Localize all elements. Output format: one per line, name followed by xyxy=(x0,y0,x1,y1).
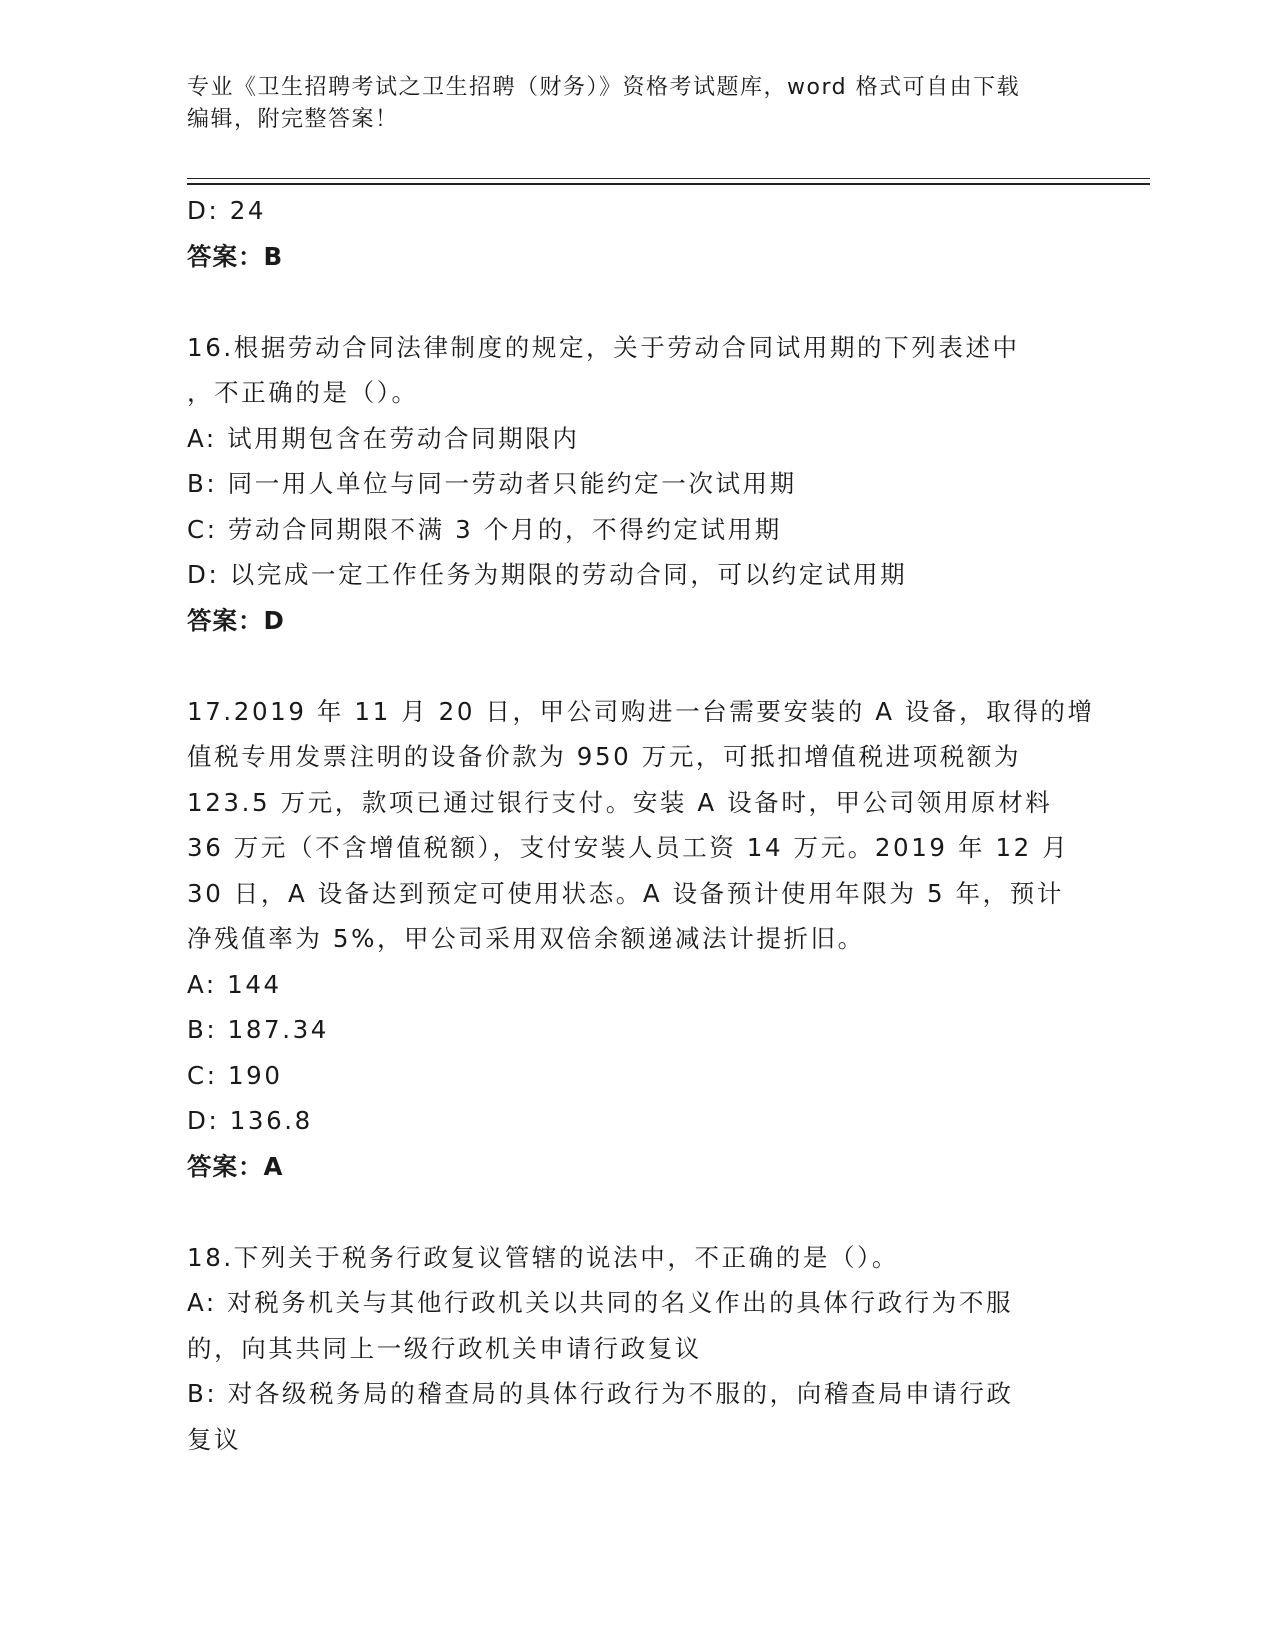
question-stem: 18.下列关于税务行政复议管辖的说法中，不正确的是（）。 xyxy=(187,1242,900,1272)
question-spacer xyxy=(187,279,1087,325)
answer-label: 答案：A xyxy=(187,1151,284,1181)
question-stem: 16.根据劳动合同法律制度的规定，关于劳动合同试用期的下列表述中 xyxy=(187,332,1020,362)
option-c: C: 190 xyxy=(187,1060,283,1090)
option-a: A: 144 xyxy=(187,969,282,999)
option-c: C: 劳动合同期限不满 3 个月的，不得约定试用期 xyxy=(187,514,782,544)
question-stem: 123.5 万元，款项已通过银行支付。安装 A 设备时，甲公司领用原材料 xyxy=(187,787,1053,817)
header-divider-thick xyxy=(187,183,1150,185)
document-header xyxy=(187,72,1067,136)
option-b: B: 同一用人单位与同一劳动者只能约定一次试用期 xyxy=(187,469,797,498)
question-spacer xyxy=(187,643,1087,689)
option-b: B: 对各级税务局的稽查局的具体行政行为不服的，向稽查局申请行政 xyxy=(187,1379,1014,1408)
question-18 xyxy=(187,1235,1087,1463)
header-line-1: 专业《卫生招聘考试之卫生招聘（财务）》资格考试题库，word 格式可自由下载 xyxy=(187,75,1021,100)
option-a: A: 试用期包含在劳动合同期限内 xyxy=(187,423,580,453)
option-b-continued: 复议 xyxy=(187,1424,242,1454)
question-stem: 36 万元（不含增值税额），支付安装人员工资 14 万元。2019 年 12 月 xyxy=(187,833,1070,862)
question-stem: ，不正确的是（）。 xyxy=(187,378,419,407)
option-b: B: 187.34 xyxy=(187,1015,329,1044)
question-stem: 净残值率为 5%，甲公司采用双倍余额递减法计提折旧。 xyxy=(187,924,865,953)
answer-label: 答案：B xyxy=(187,241,284,271)
question-stem: 17.2019 年 11 月 20 日，甲公司购进一台需要安装的 A 设备，取得的增 xyxy=(187,696,1095,726)
question-spacer xyxy=(187,1189,1087,1235)
header-divider-thin xyxy=(187,178,1150,179)
question-16 xyxy=(187,325,1087,644)
answer-label: 答案：D xyxy=(187,605,285,635)
option-a-continued: 的，向其共同上一级行政机关申请行政复议 xyxy=(187,1333,702,1363)
question-stem: 30 日，A 设备达到预定可使用状态。A 设备预计使用年限为 5 年，预计 xyxy=(187,878,1064,908)
option-a: A: 对税务机关与其他行政机关以共同的名义作出的具体行政行为不服 xyxy=(187,1288,1014,1317)
option-d: D: 以完成一定工作任务为期限的劳动合同，可以约定试用期 xyxy=(187,560,908,589)
question-list xyxy=(187,188,1095,1462)
question-15-tail xyxy=(187,188,1087,279)
header-line-2: 编辑，附完整答案！ xyxy=(187,107,399,132)
question-17 xyxy=(187,689,1095,1190)
question-stem: 值税专用发票注明的设备价款为 950 万元，可抵扣增值税进项税额为 xyxy=(187,742,1022,771)
option-d: D: 24 xyxy=(187,196,267,225)
option-d: D: 136.8 xyxy=(187,1106,313,1135)
